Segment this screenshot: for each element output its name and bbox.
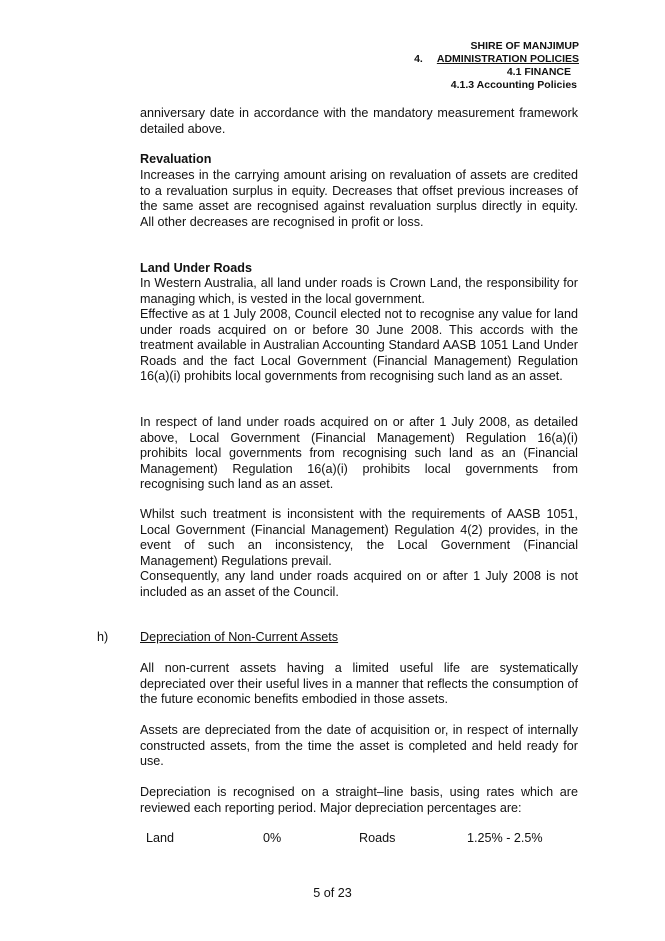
depreciation-paragraph-1: All non-current assets having a limited useful life are systematically depreciated over their useful lives in a manner that reflects the consumption of the future economic benefits embodied in those assets. bbox=[140, 661, 578, 706]
page-header bbox=[414, 40, 579, 92]
depreciation-paragraph-3: Depreciation is recognised on a straight–line basis, using rates which are reviewed each reporting period. Major depreciation percentages are: bbox=[140, 785, 578, 815]
section-number: 4. bbox=[414, 53, 423, 65]
lur-paragraph-5: Consequently, any land under roads acquired on or after 1 July 2008 is not included as an asset of the Council. bbox=[140, 569, 578, 599]
section-h-label: h) bbox=[97, 630, 109, 644]
lur-paragraph-2: Effective as at 1 July 2008, Council elected not to recognise any value for land under roads acquired on or before 30 June 2008. This accords with the treatment available in Australian Accounting Standard AASB 1051 Land Under Roads and the fact Local Government (Financial Management) Regulation 16(a)(i) prohibits local governments from recognising such land as an asset. bbox=[140, 307, 578, 383]
section-title: ADMINISTRATION POLICIES bbox=[436, 53, 579, 65]
lur-paragraph-4: Whilst such treatment is inconsistent with the requirements of AASB 1051, Local Government (Financial Management) Regulation 4(2) provides, in the event of such an inconsistency, the Local Government (Financial Management) Regulations prevail. bbox=[140, 507, 578, 568]
revaluation-heading: Revaluation bbox=[140, 152, 212, 166]
rate-asset-land: Land bbox=[146, 831, 175, 845]
subsection-finance: 4.1 FINANCE bbox=[506, 66, 571, 78]
page-number: 5 of 23 bbox=[313, 886, 352, 900]
revaluation-paragraph: Increases in the carrying amount arising on revaluation of assets are credited to a revaluation surplus in equity. Decreases that offset previous increases of the same asset are recognised against revaluation surplus directly in equity. All other decreases are recognised in profit or loss. bbox=[140, 168, 578, 229]
subsection-accounting: 4.1.3 Accounting Policies bbox=[450, 79, 577, 91]
depreciation-paragraph-2: Assets are depreciated from the date of acquisition or, in respect of internally constructed assets, from the time the asset is completed and held ready for use. bbox=[140, 723, 578, 768]
org-name: SHIRE OF MANJIMUP bbox=[470, 40, 579, 52]
rate-asset-roads: Roads bbox=[359, 831, 396, 845]
lur-paragraph-3: In respect of land under roads acquired on or after 1 July 2008, as detailed above, Local Government (Financial Management) Regulation 16(a)(i) prohibits local governments from recognising such land as an (Financial Management) Regulation 16(a)(i) prohibits local governments from recognising such land as an asset. bbox=[140, 415, 578, 491]
intro-paragraph: anniversary date in accordance with the mandatory measurement framework detailed above. bbox=[140, 106, 578, 136]
lur-paragraph-1: In Western Australia, all land under roads is Crown Land, the responsibility for managing which, is vested in the local government. bbox=[140, 276, 578, 306]
land-under-roads-heading: Land Under Roads bbox=[140, 261, 252, 275]
section-h-title: Depreciation of Non-Current Assets bbox=[140, 630, 339, 644]
rate-value-roads: 1.25% - 2.5% bbox=[467, 831, 543, 845]
rate-value-land: 0% bbox=[263, 831, 282, 845]
section-line bbox=[414, 53, 579, 66]
